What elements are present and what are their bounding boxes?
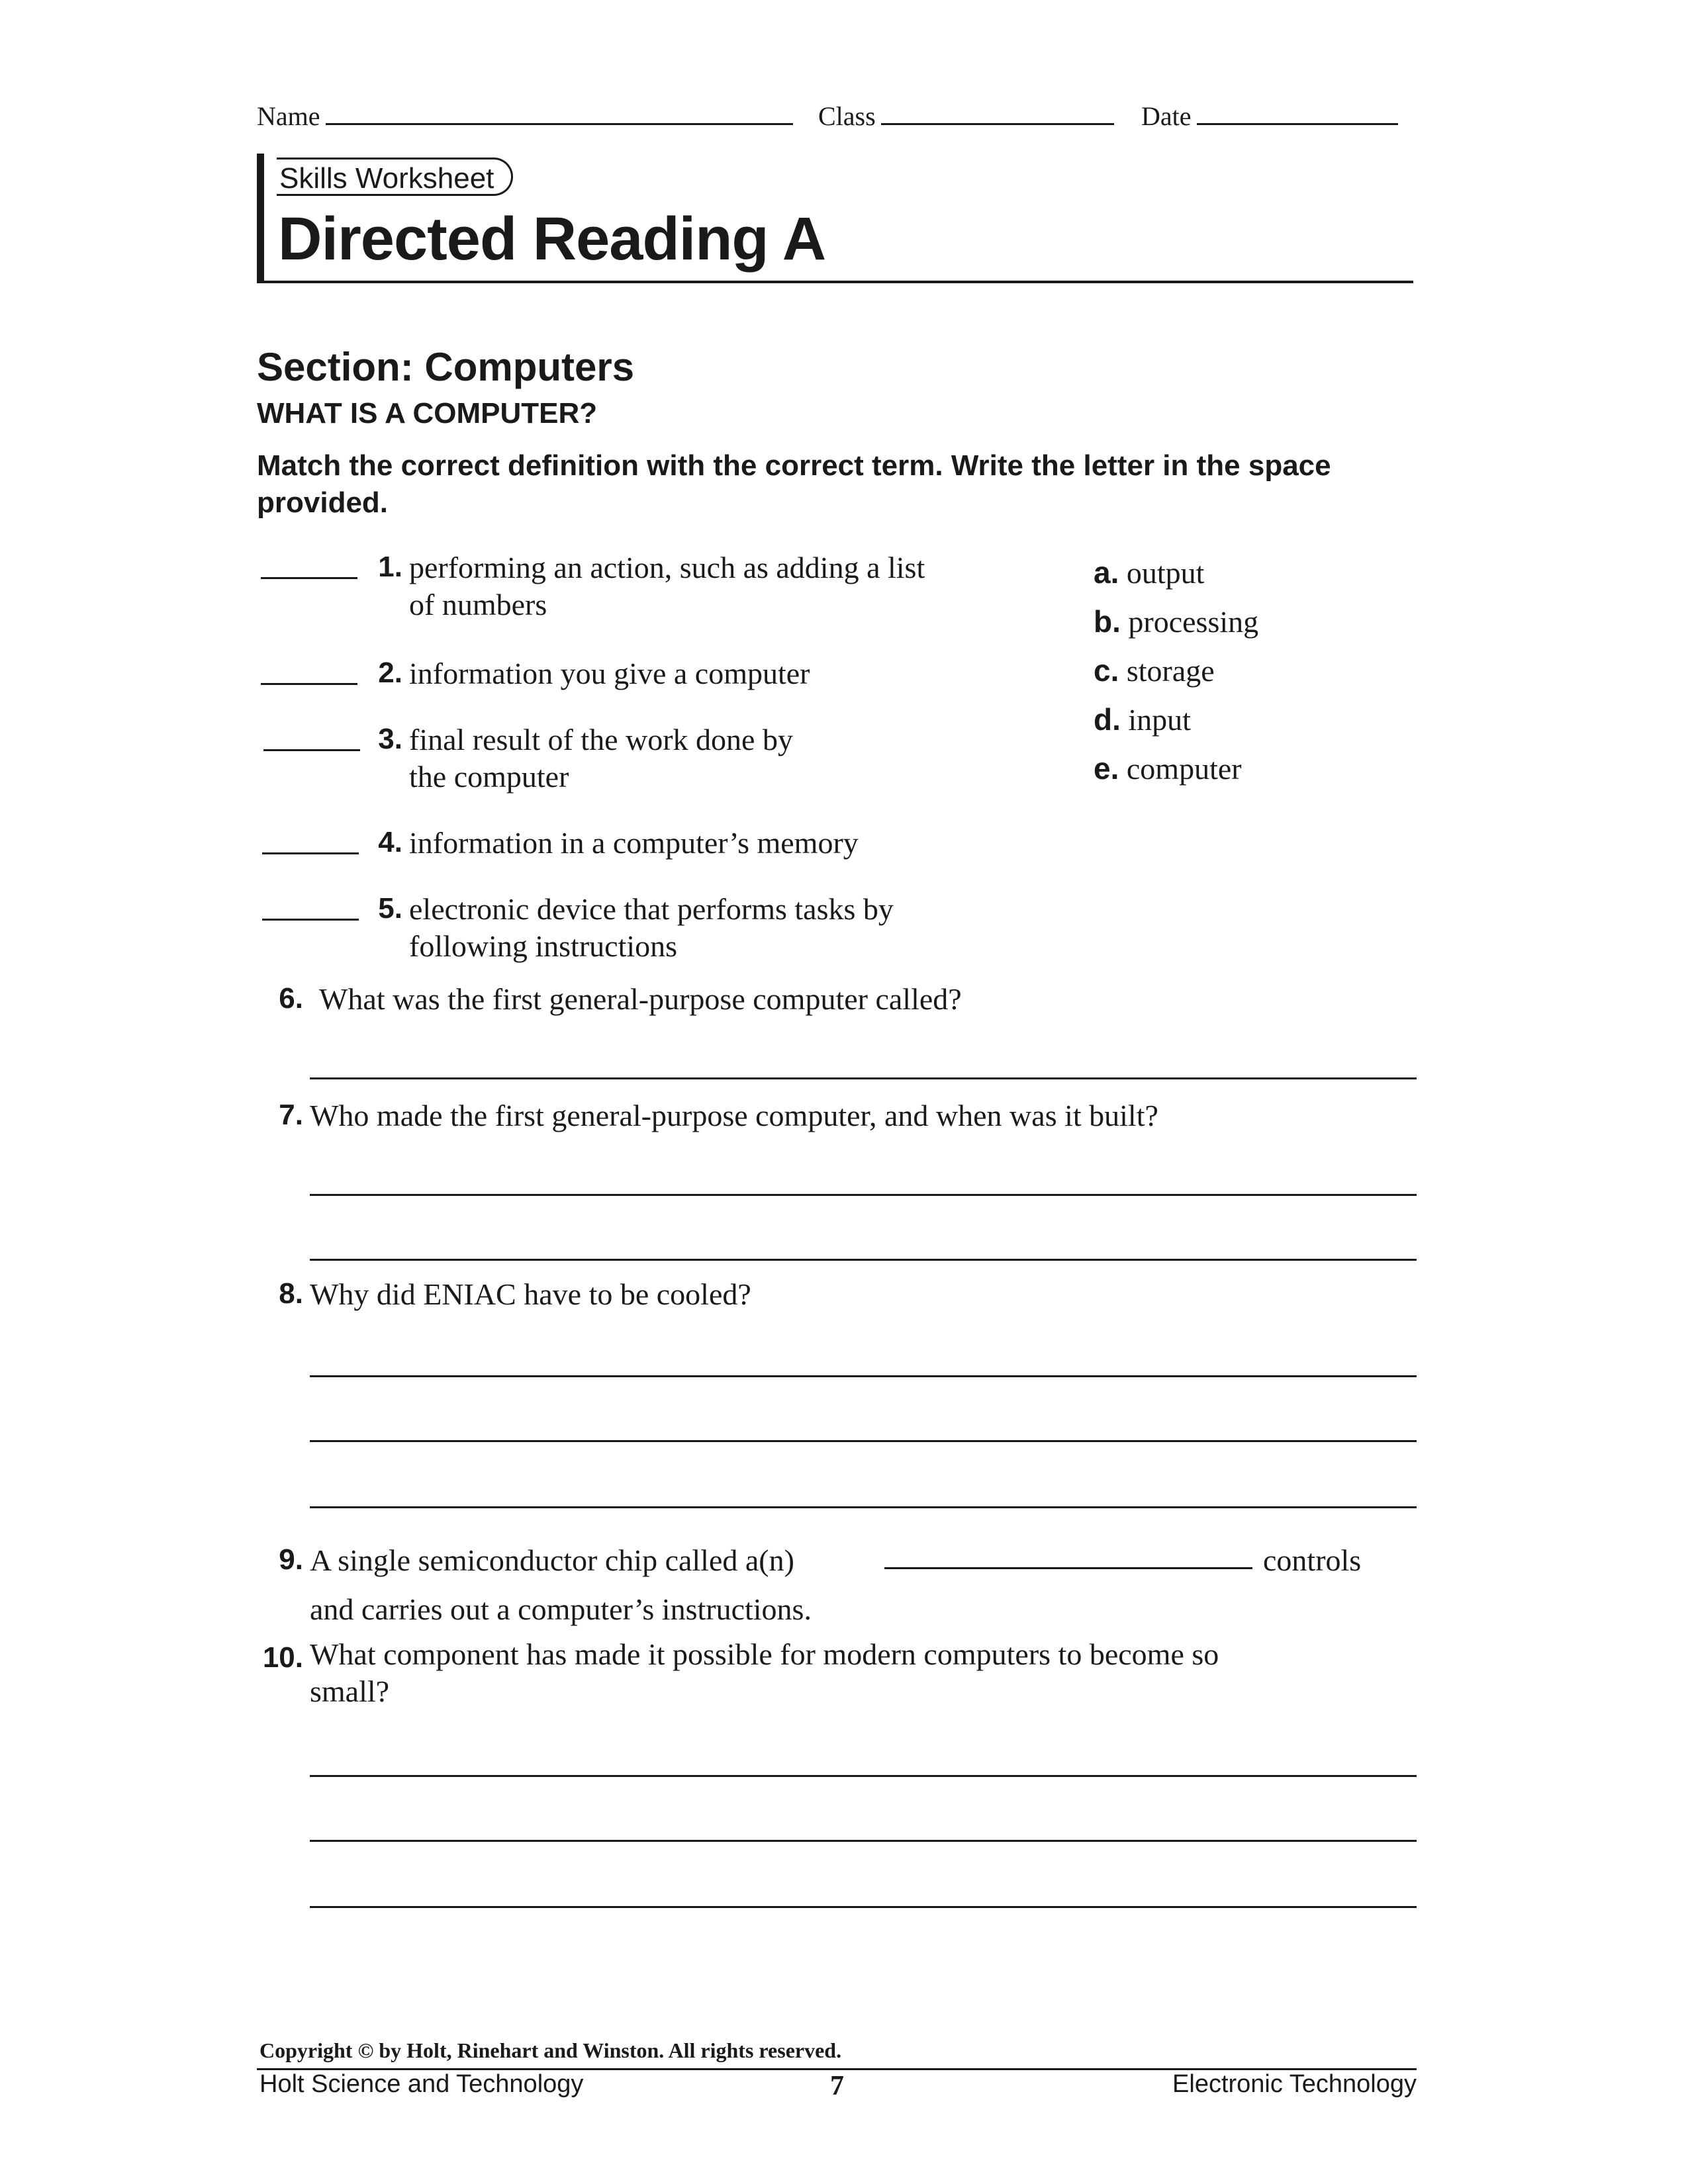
choice-term: processing bbox=[1128, 605, 1259, 639]
answer-choice bbox=[1094, 653, 1215, 688]
choice-term: computer bbox=[1126, 752, 1242, 786]
answer-blank[interactable] bbox=[261, 683, 357, 685]
answer-line[interactable] bbox=[310, 1077, 1417, 1079]
fill-in-blank[interactable] bbox=[884, 1567, 1252, 1569]
item-number: 1. bbox=[378, 551, 402, 583]
definition-line: information in a computer’s memory bbox=[409, 826, 859, 860]
class-field bbox=[818, 99, 1114, 132]
answer-line[interactable] bbox=[310, 1375, 1417, 1377]
worksheet-tag: Skills Worksheet bbox=[277, 158, 513, 196]
item-definition bbox=[409, 891, 894, 965]
question-number: 10. bbox=[262, 1641, 303, 1674]
choice-letter: d. bbox=[1094, 702, 1121, 737]
answer-choice bbox=[1094, 555, 1204, 590]
question-number: 9. bbox=[279, 1543, 303, 1576]
question-text: Why did ENIAC have to be cooled? bbox=[310, 1277, 751, 1311]
name-input-line[interactable] bbox=[326, 99, 793, 125]
question-text: and carries out a computer’s instructions. bbox=[310, 1592, 812, 1626]
item-number: 2. bbox=[378, 657, 402, 689]
answer-line[interactable] bbox=[310, 1906, 1417, 1908]
item-number: 3. bbox=[378, 723, 402, 755]
copyright-notice: Copyright © by Holt, Rinehart and Winston. All rights reserved. bbox=[259, 2038, 842, 2062]
choice-term: output bbox=[1126, 556, 1205, 590]
definition-line: the computer bbox=[409, 760, 569, 794]
item-number: 4. bbox=[378, 826, 402, 858]
definition-line: of numbers bbox=[409, 588, 547, 621]
question-line: What component has made it possible for modern computers to become so bbox=[310, 1637, 1219, 1671]
choice-letter: b. bbox=[1094, 604, 1121, 639]
item-definition bbox=[409, 549, 925, 623]
choice-letter: a. bbox=[1094, 555, 1119, 590]
definition-line: information you give a computer bbox=[409, 657, 810, 690]
question-text: controls bbox=[1263, 1543, 1362, 1577]
date-input-line[interactable] bbox=[1197, 99, 1398, 125]
date-field bbox=[1141, 99, 1398, 132]
choice-term: storage bbox=[1126, 654, 1215, 688]
item-number: 5. bbox=[378, 892, 402, 925]
answer-choice bbox=[1094, 702, 1191, 737]
definition-line: performing an action, such as adding a list bbox=[409, 551, 925, 584]
choice-letter: c. bbox=[1094, 653, 1119, 688]
choice-term: input bbox=[1128, 703, 1191, 737]
answer-line[interactable] bbox=[310, 1775, 1417, 1777]
item-definition bbox=[409, 825, 859, 862]
answer-line[interactable] bbox=[310, 1440, 1417, 1442]
answer-line[interactable] bbox=[310, 1194, 1417, 1196]
answer-choice bbox=[1094, 604, 1258, 639]
definition-line: following instructions bbox=[409, 929, 678, 963]
name-field bbox=[257, 99, 793, 132]
section-subheading: WHAT IS A COMPUTER? bbox=[257, 397, 598, 430]
definition-line: electronic device that performs tasks by bbox=[409, 892, 894, 926]
question-text: Who made the first general-purpose computer, and when was it built? bbox=[310, 1099, 1158, 1132]
answer-blank[interactable] bbox=[262, 919, 359, 921]
question-text: A single semiconductor chip called a(n) bbox=[310, 1543, 794, 1577]
question-number: 6. bbox=[279, 982, 303, 1015]
question-line: small? bbox=[310, 1674, 390, 1708]
choice-letter: e. bbox=[1094, 751, 1119, 786]
class-label: Class bbox=[818, 101, 876, 131]
answer-line[interactable] bbox=[310, 1840, 1417, 1842]
footer-chapter-title: Electronic Technology bbox=[1172, 2070, 1417, 2098]
answer-blank[interactable] bbox=[263, 749, 360, 751]
name-label: Name bbox=[257, 101, 320, 131]
page-number: 7 bbox=[830, 2071, 844, 2101]
footer-book-title: Holt Science and Technology bbox=[259, 2070, 584, 2098]
page-title: Directed Reading A bbox=[278, 205, 826, 273]
question-number: 7. bbox=[279, 1099, 303, 1131]
item-definition bbox=[409, 655, 810, 692]
section-heading: Section: Computers bbox=[257, 345, 635, 389]
question-text: What was the first general-purpose computer called? bbox=[319, 982, 962, 1016]
question-text bbox=[310, 1636, 1219, 1710]
answer-blank[interactable] bbox=[261, 577, 357, 579]
definition-line: final result of the work done by bbox=[409, 723, 793, 756]
answer-choice bbox=[1094, 751, 1242, 786]
instructions: Match the correct definition with the correct term. Write the letter in the space provided. bbox=[257, 449, 1331, 519]
answer-line[interactable] bbox=[310, 1506, 1417, 1508]
item-definition bbox=[409, 721, 793, 796]
date-label: Date bbox=[1141, 101, 1192, 131]
class-input-line[interactable] bbox=[881, 99, 1114, 125]
answer-blank[interactable] bbox=[262, 852, 359, 854]
question-number: 8. bbox=[279, 1277, 303, 1310]
answer-line[interactable] bbox=[310, 1259, 1417, 1261]
